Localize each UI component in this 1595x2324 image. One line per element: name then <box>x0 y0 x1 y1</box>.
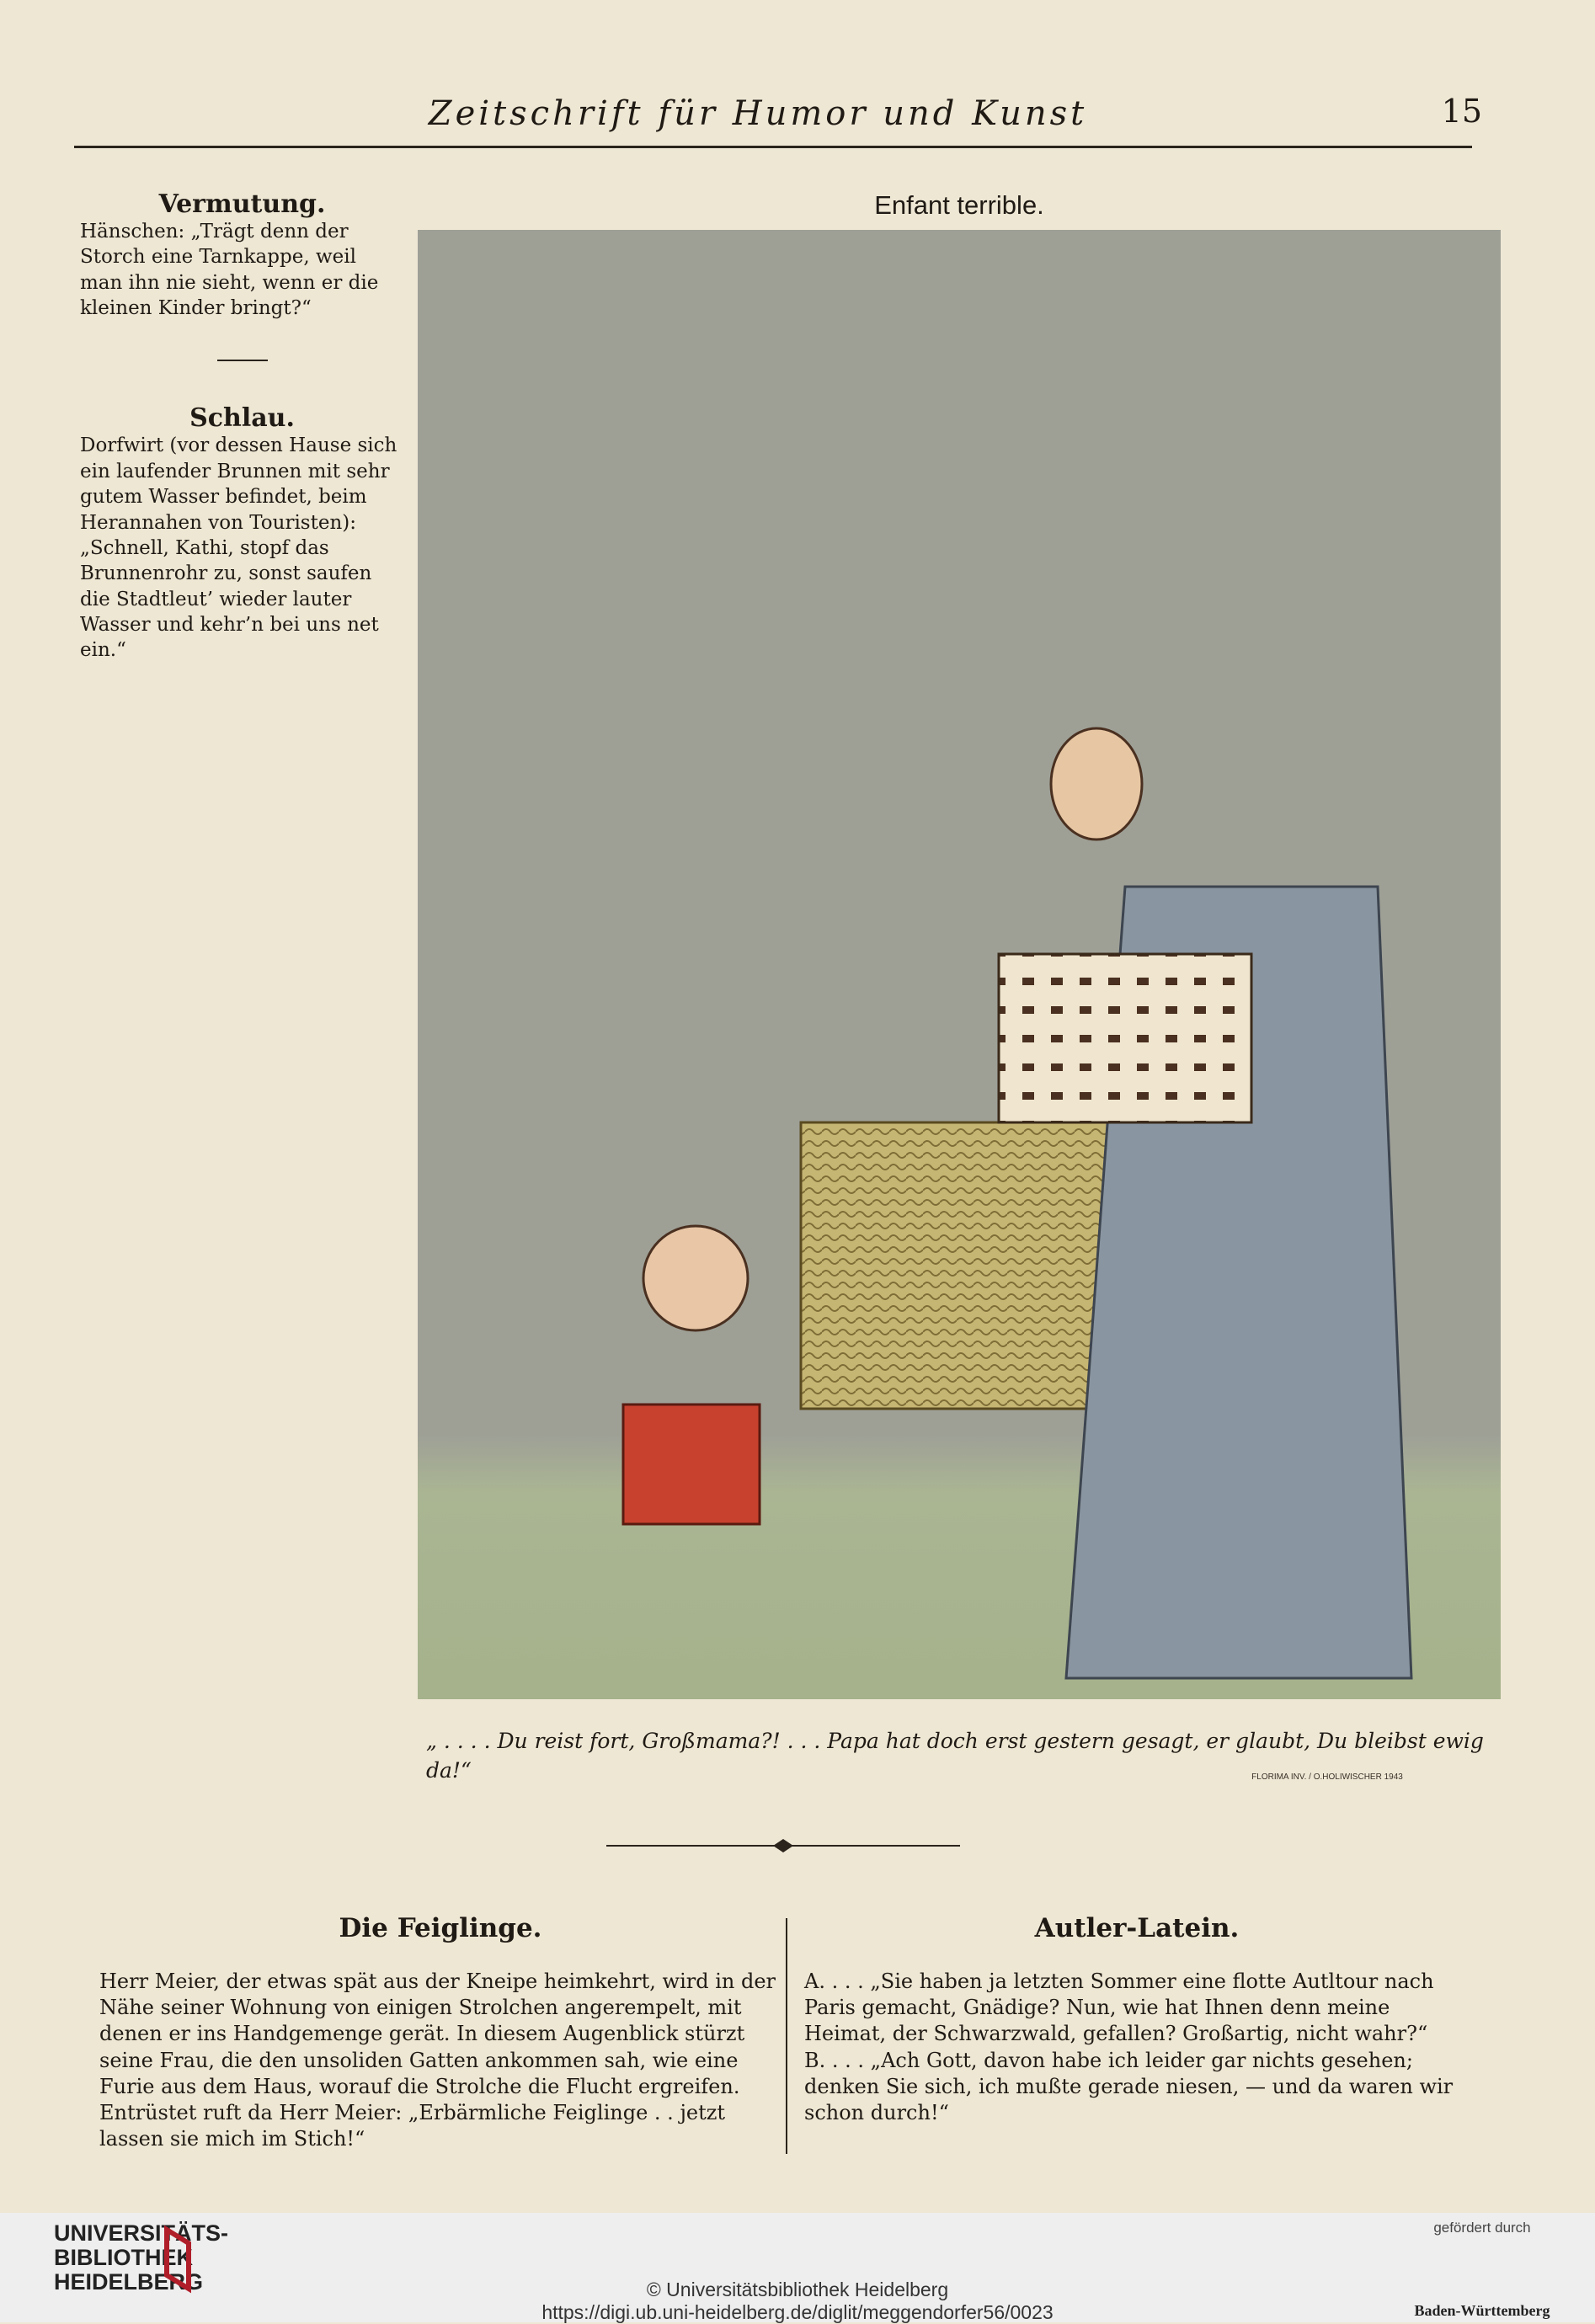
section-divider <box>217 360 268 361</box>
section-schlau <box>80 403 404 663</box>
section-vermutung <box>80 189 404 321</box>
section-text: Dorfwirt (vor dessen Hause sich ein laufender Brunnen mit sehr gutem Wasser befindet, beim Herannahen von Touristen): „Schnell, Kathi, stopf das Brunnenrohr zu, sonst saufen die Stadtleut’ wieder lauter Wasser und kehr’n bei uns net ein.“ <box>80 434 397 662</box>
story-title: Die Feiglinge. <box>339 1913 542 1943</box>
page-number: 15 <box>1441 93 1482 130</box>
header-rule <box>74 146 1472 148</box>
page-url[interactable]: https://digi.ub.uni-heidelberg.de/diglit/meggendorfer56/0023 <box>541 2301 1054 2323</box>
illustration-caption: „ . . . . Du reist fort, Großmama?! . . . Papa hat doch erst gestern gesagt, er glaubt, Du bleibst ewig da!“ <box>426 1729 1484 1783</box>
story-title: Autler-Latein. <box>1034 1913 1240 1943</box>
illustration-title: Enfant terrible. <box>874 190 1044 220</box>
story-text: Herr Meier, der etwas spät aus der Kneipe heimkehrt, wird in der Nähe seiner Wohnung von einigen Strolchen angerempelt, mit denen er ins Handgemenge gerät. In diesem Augenblick stürzt seine Frau, die den unsoliden Gatten ankommen sah, wie eine Furie aus dem Haus, worauf die Strolche die Flucht ergreifen. Entrüstet ruft da Herr Meier: „Erbärmliche Feiglinge . . jetzt lassen sie mich im Stich!“ <box>99 1970 776 2151</box>
column-divider <box>786 1918 787 2154</box>
dialogue-line-a: A. . . . „Sie haben ja letzten Sommer eine flotte Autltour nach Paris gemacht, Gnädige? Nun, wie hat Ihnen denn meine Heimat, der Schwarzwald, gefallen? Großartig, nicht wahr?“ <box>804 1970 1434 2046</box>
sidebar-column <box>80 189 404 664</box>
library-name: UNIVERSITÄTS- BIBLIOTHEK HEIDELBERG <box>54 2220 229 2295</box>
funded-by-label: gefördert durch <box>1433 2220 1531 2236</box>
story-autler-latein <box>804 1913 1470 2126</box>
dialogue-line-b: B. . . . „Ach Gott, davon habe ich leider gar nichts gesehen; denken Sie sich, ich mußte gerade niesen, — und da waren wir schon durch!“ <box>804 2048 1454 2124</box>
section-title: Vermutung. <box>158 189 326 219</box>
journal-title: Zeitschrift für Humor und Kunst <box>428 94 1088 133</box>
story-feiglinge <box>99 1913 781 2152</box>
ornament-divider <box>606 1834 960 1858</box>
copyright-notice: © Universitätsbibliothek Heidelberg <box>646 2279 949 2300</box>
funder-name: Baden-Württemberg <box>1414 2302 1550 2319</box>
section-text: Hänschen: „Trägt denn der Storch eine Tarnkappe, weil man ihn nie sieht, wenn er die kleinen Kinder bringt?“ <box>80 221 379 320</box>
artist-signature: FLORIMA INV. / O.HOLIWISCHER 1943 <box>1251 1772 1403 1782</box>
footer-bar <box>0 2213 1595 2322</box>
boy <box>623 1226 760 1524</box>
section-title: Schlau. <box>189 403 295 434</box>
